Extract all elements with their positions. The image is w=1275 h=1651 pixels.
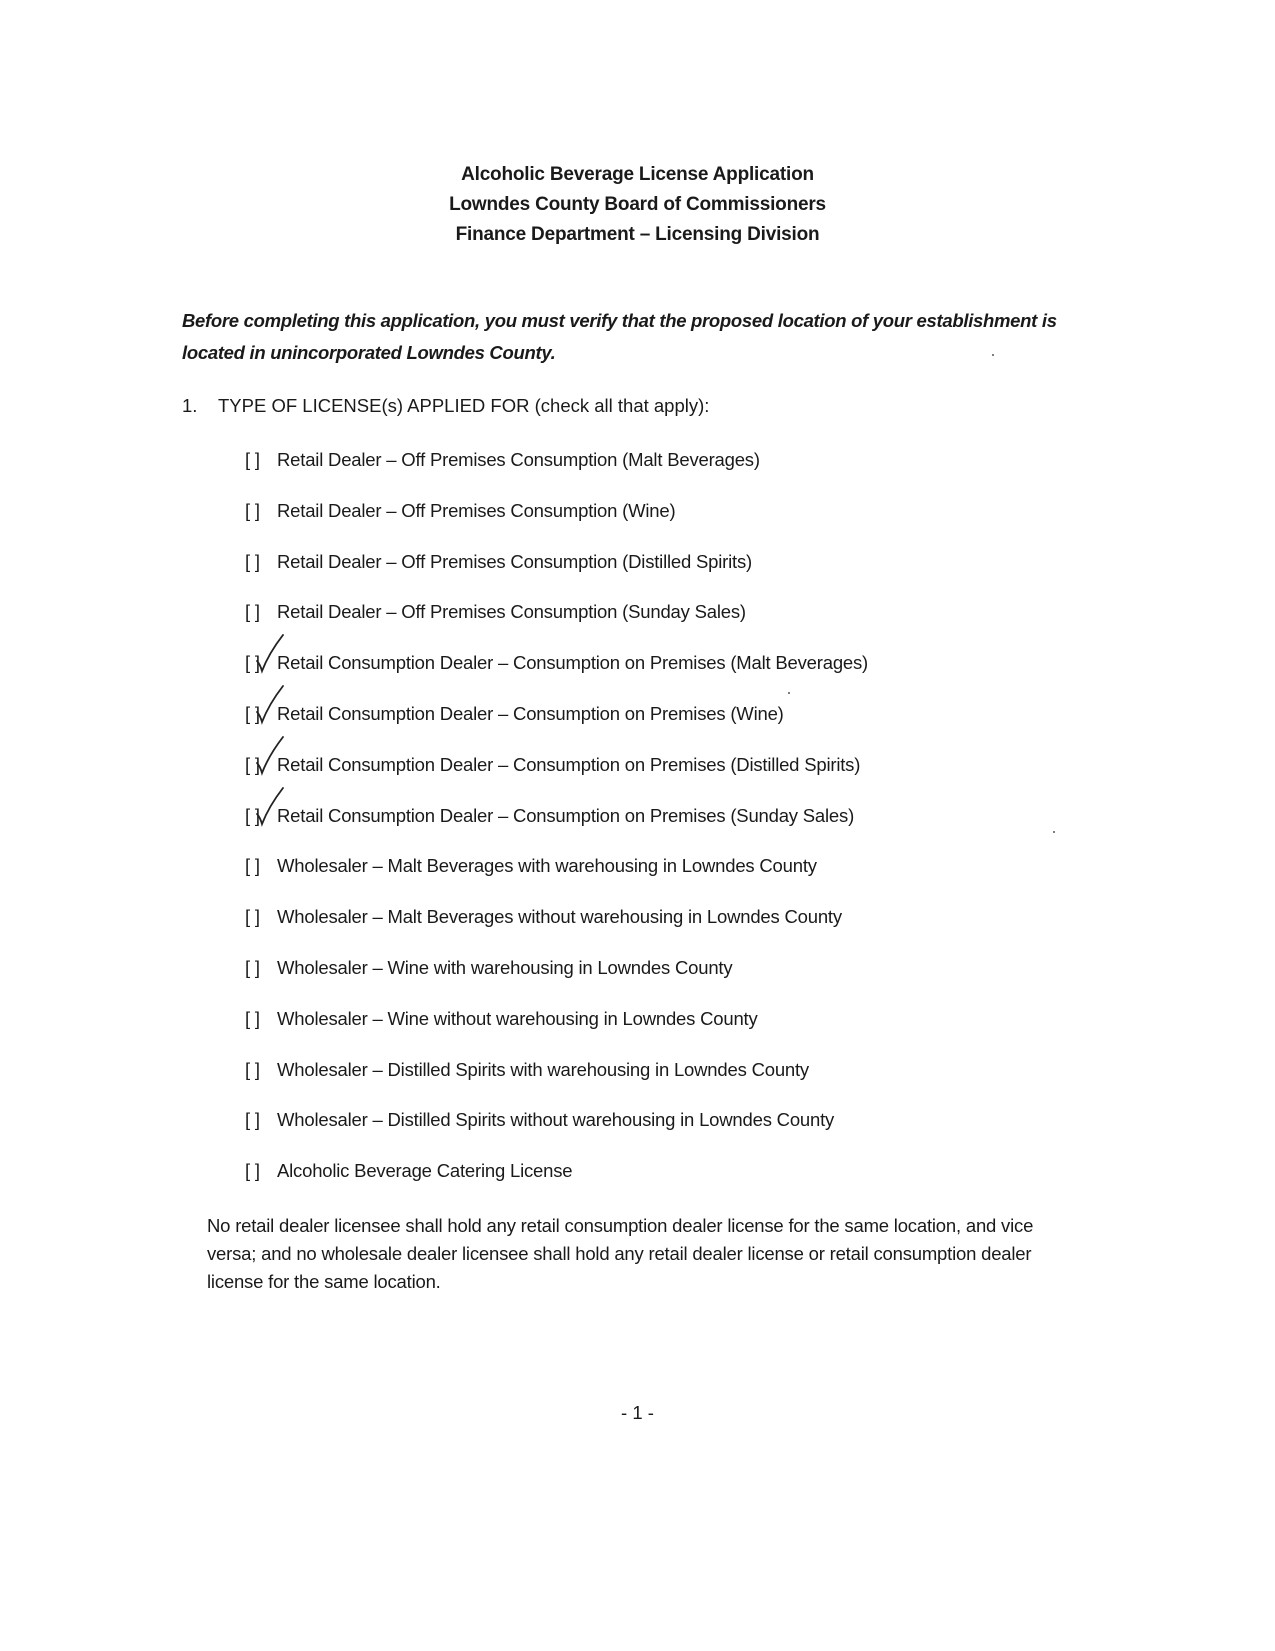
option-label: Wholesaler – Distilled Spirits without warehousing in Lowndes County: [277, 1109, 835, 1131]
handwritten-checkmark-icon: [251, 784, 287, 828]
checkbox[interactable]: [ ]: [245, 1058, 260, 1080]
option-label: Retail Consumption Dealer – Consumption on Premises (Wine): [277, 702, 784, 724]
checkbox-checked[interactable]: [ ]: [245, 804, 277, 828]
intro-instruction: Before completing this application, you must verify that the proposed location of your establishment is located in unincorporated Lowndes County.: [182, 310, 1057, 363]
license-option-14[interactable]: [245, 1108, 1045, 1159]
checkbox-checked[interactable]: [ ]: [245, 702, 277, 726]
option-label: Wholesaler – Distilled Spirits with warehousing in Lowndes County: [277, 1058, 809, 1080]
checkbox[interactable]: [ ]: [245, 956, 260, 978]
option-label: Alcoholic Beverage Catering License: [277, 1160, 573, 1182]
license-option-7[interactable]: [245, 753, 1045, 804]
option-label: Retail Consumption Dealer – Consumption on Premises (Sunday Sales): [277, 804, 855, 826]
license-option-12[interactable]: [245, 1007, 1045, 1058]
license-option-3[interactable]: [245, 550, 1045, 601]
license-type-options: [245, 448, 1045, 1210]
checkbox[interactable]: [ ]: [245, 1109, 260, 1131]
section-title: TYPE OF LICENSE(s) APPLIED FOR (check all that apply):: [218, 395, 710, 416]
license-option-4[interactable]: [245, 600, 1045, 651]
checkbox-checked[interactable]: [ ]: [245, 753, 277, 777]
scan-speck: [788, 692, 790, 694]
checkbox[interactable]: [ ]: [245, 449, 260, 470]
license-option-13[interactable]: [245, 1058, 1045, 1109]
checkbox[interactable]: [ ]: [245, 855, 260, 877]
section-heading: [182, 395, 1082, 417]
handwritten-checkmark-icon: [251, 631, 287, 675]
option-label: Wholesaler – Malt Beverages with warehousing in Lowndes County: [277, 855, 817, 877]
document-title: Alcoholic Beverage License Application: [461, 164, 814, 185]
checkbox[interactable]: [ ]: [245, 906, 260, 928]
option-label: Retail Dealer – Off Premises Consumption (Sunday Sales): [277, 601, 746, 623]
license-option-8[interactable]: [245, 804, 1045, 855]
license-option-6[interactable]: [245, 702, 1045, 753]
option-label: Retail Consumption Dealer – Consumption on Premises (Malt Beverages): [277, 652, 869, 674]
restriction-note: No retail dealer licensee shall hold any retail consumption dealer license for the same location, and vice versa; and no wholesale dealer licensee shall hold any retail dealer license or retail consumption dealer license for the same location.: [207, 1215, 1034, 1292]
option-label: Wholesaler – Wine without warehousing in Lowndes County: [277, 1007, 758, 1029]
license-option-11[interactable]: [245, 956, 1045, 1007]
checkbox[interactable]: [ ]: [245, 1007, 260, 1029]
page-number: - 1 -: [621, 1402, 654, 1423]
license-option-5[interactable]: [245, 651, 1045, 702]
handwritten-checkmark-icon: [251, 733, 287, 777]
checkbox[interactable]: [ ]: [245, 550, 260, 572]
license-option-2[interactable]: [245, 499, 1045, 550]
option-label: Wholesaler – Wine with warehousing in Lowndes County: [277, 956, 733, 978]
handwritten-checkmark-icon: [251, 682, 287, 726]
scan-speck: [1053, 831, 1055, 833]
option-label: Retail Dealer – Off Premises Consumption (Distilled Spirits): [277, 550, 752, 572]
document-header: [0, 160, 1275, 250]
license-option-15[interactable]: [245, 1159, 1045, 1210]
option-label: Retail Dealer – Off Premises Consumption (Wine): [277, 499, 676, 521]
checkbox[interactable]: [ ]: [245, 1160, 260, 1182]
checkbox-checked[interactable]: [ ]: [245, 651, 277, 675]
department-name: Finance Department – Licensing Division: [455, 224, 820, 245]
organization-name: Lowndes County Board of Commissioners: [449, 194, 826, 215]
checkbox[interactable]: [ ]: [245, 601, 260, 623]
license-option-1[interactable]: [245, 448, 1045, 499]
license-option-9[interactable]: [245, 854, 1045, 905]
scan-speck: [992, 354, 994, 356]
checkbox[interactable]: [ ]: [245, 499, 260, 521]
option-label: Retail Dealer – Off Premises Consumption (Malt Beverages): [277, 449, 760, 470]
section-number: 1.: [182, 395, 198, 416]
option-label: Retail Consumption Dealer – Consumption on Premises (Distilled Spirits): [277, 753, 861, 775]
license-option-10[interactable]: [245, 905, 1045, 956]
option-label: Wholesaler – Malt Beverages without warehousing in Lowndes County: [277, 906, 842, 928]
